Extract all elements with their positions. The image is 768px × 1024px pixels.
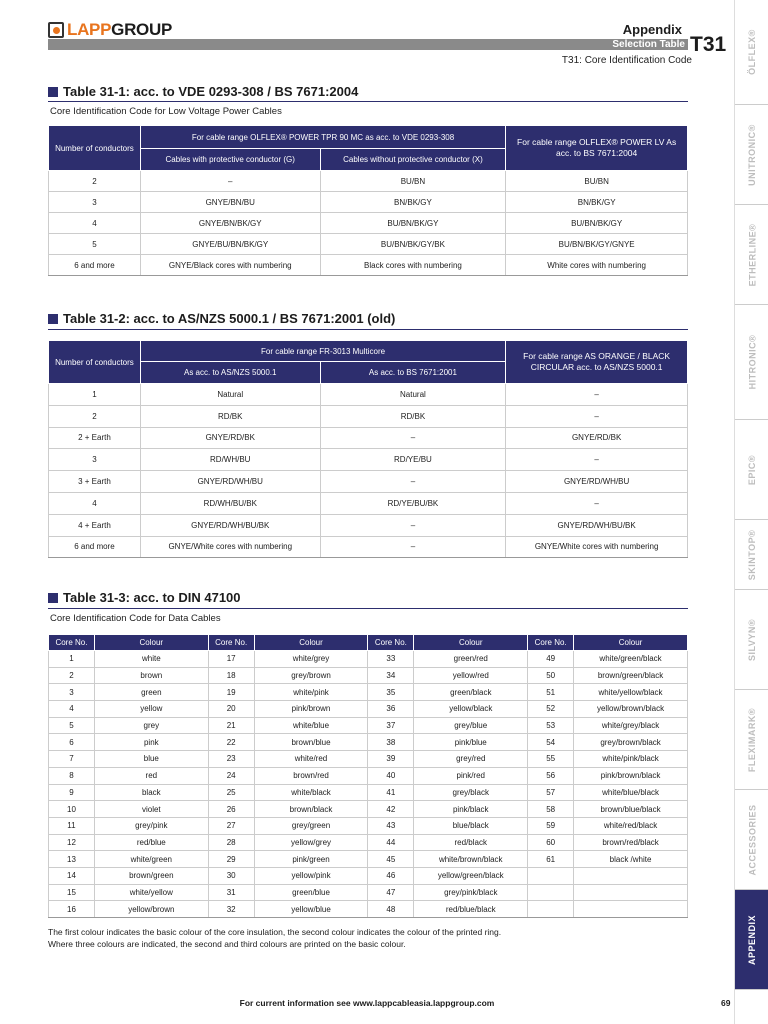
tab-skintop[interactable]: SKINTOP® [735,520,768,590]
table1-description: Core Identification Code for Low Voltage Power Cables [50,106,282,117]
header-as-nzs-5000-1: As acc. to AS/NZS 5000.1 [140,362,320,384]
table-row: 9 black 25 white/black 41 grey/black 57 white/blue/black [49,784,688,801]
chapter-tabs [734,0,768,1024]
table-row: 4 RD/WH/BU/BK RD/YE/BU/BK – [49,492,688,514]
table-row: 1 white 17 white/grey 33 green/red 49 white/green/black [49,651,688,668]
table-row: 15 white/yellow 31 green/blue 47 grey/pink/black [49,884,688,901]
header-colour: Colour [574,635,688,651]
table-row: 2 RD/BK RD/BK – [49,405,688,427]
table-row: 3 + Earth GNYE/RD/WH/BU – GNYE/RD/WH/BU [49,471,688,493]
table-row: 3 RD/WH/BU RD/YE/BU – [49,449,688,471]
footer-info: For current information see www.lappcableasia.lappgroup.com [239,998,495,1008]
tab-unitronic[interactable]: UNITRONIC® [735,105,768,205]
table-row: 16 yellow/brown 32 yellow/blue 48 red/blue/black [49,901,688,918]
tab-olflex[interactable]: ÖLFLEX® [735,0,768,105]
header-core-no: Core No. [49,635,95,651]
table-row: 10 violet 26 brown/black 42 pink/black 58 brown/blue/black [49,801,688,818]
table-row: 3 green 19 white/pink 35 green/black 51 white/yellow/black [49,684,688,701]
page-title: Appendix [622,22,682,37]
table-row: 4 GNYE/BN/BK/GY BU/BN/BK/GY BU/BN/BK/GY [49,213,688,234]
table-row: 4 yellow 20 pink/brown 36 yellow/black 52 yellow/brown/black [49,701,688,718]
table-row: 2 brown 18 grey/brown 34 yellow/red 50 brown/green/black [49,667,688,684]
tab-silvyn[interactable]: SILVYN® [735,590,768,690]
header-colour: Colour [94,635,208,651]
tab-hitronic[interactable]: HITRONIC® [735,305,768,420]
tab-accessories[interactable]: ACCESSORIES [735,790,768,890]
header-olflex-power-tpr: For cable range OLFLEX® POWER TPR 90 MC as acc. to VDE 0293-308 [140,126,505,149]
table3-description: Core Identification Code for Data Cables [50,613,221,624]
tab-etherline[interactable]: ETHERLINE® [735,205,768,305]
header-bar [48,39,688,50]
table1-title: Table 31-1: acc. to VDE 0293-308 / BS 7671:2004 [48,84,358,99]
section-bullet-icon [48,314,58,324]
table-31-1 [48,125,688,276]
table-row: 7 blue 23 white/red 39 grey/red 55 white/pink/black [49,751,688,768]
table3-title: Table 31-3: acc. to DIN 47100 [48,590,241,605]
table-row: 6 and more GNYE/White cores with numbering – GNYE/White cores with numbering [49,536,688,558]
table-row: 5 GNYE/BU/BN/BK/GY BU/BN/BK/GY/BK BU/BN/BK/GY/GNYE [49,234,688,255]
header-colour: Colour [254,635,368,651]
table-row: 4 + Earth GNYE/RD/WH/BU/BK – GNYE/RD/WH/BU/BK [49,514,688,536]
table-row: 2 + Earth GNYE/RD/BK – GNYE/RD/BK [49,427,688,449]
table3-rule [48,608,688,609]
header-bs-7671-2001: As acc. to BS 7671:2001 [320,362,506,384]
header-with-protective-conductor: Cables with protective conductor (G) [140,149,320,171]
header-colour: Colour [414,635,528,651]
table2-rule [48,329,688,330]
header-core-no: Core No. [368,635,414,651]
tab-epic[interactable]: EPIC® [735,420,768,520]
section-bullet-icon [48,593,58,603]
section-bullet-icon [48,87,58,97]
table-31-3 [48,634,688,918]
table-row: 6 and more GNYE/Black cores with numbering Black cores with numbering White cores with numbering [49,255,688,276]
table-31-2 [48,340,688,558]
header-number-of-conductors: Number of conductors [49,126,141,171]
header-core-no: Core No. [208,635,254,651]
table-row: 14 brown/green 30 yellow/pink 46 yellow/green/black [49,867,688,884]
table-row: 1 Natural Natural – [49,384,688,406]
lapp-group-logo [48,20,172,40]
table-row: 8 red 24 brown/red 40 pink/red 56 pink/brown/black [49,767,688,784]
table-row: 13 white/green 29 pink/green 45 white/brown/black 61 black /white [49,851,688,868]
table-row: 5 grey 21 white/blue 37 grey/blue 53 white/grey/black [49,717,688,734]
tab-fleximark[interactable]: FLEXIMARK® [735,690,768,790]
header-number-of-conductors: Number of conductors [49,341,141,384]
table-row: 2 – BU/BN BU/BN [49,171,688,192]
header-core-no: Core No. [528,635,574,651]
table-row: 6 pink 22 brown/blue 38 pink/blue 54 grey/brown/black [49,734,688,751]
table-row: 11 grey/pink 27 grey/green 43 blue/black 59 white/red/black [49,817,688,834]
header-as-orange-black-circular: For cable range AS ORANGE / BLACK CIRCULAR acc. to AS/NZS 5000.1 [506,341,688,384]
section-label: Selection Table [612,39,685,50]
colour-code-note: The first colour indicates the basic colour of the core insulation, the second colour indicates the colour of the printed ring. Where three colours are indicated, the second and third colours are printed on the basic colour. [48,927,502,949]
tab-appendix[interactable]: APPENDIX [735,890,768,990]
table-row: 12 red/blue 28 yellow/grey 44 red/black 60 brown/red/black [49,834,688,851]
table-row: 3 GNYE/BN/BU BN/BK/GY BN/BK/GY [49,192,688,213]
table2-title: Table 31-2: acc. to AS/NZS 5000.1 / BS 7671:2001 (old) [48,311,395,326]
lapp-logo-icon [48,22,64,38]
header-fr-3013-multicore: For cable range FR-3013 Multicore [140,341,505,362]
logo-text: LAPPGROUP [67,20,172,39]
table1-rule [48,101,688,102]
chapter-code: T31 [690,33,727,56]
table3-body [49,651,688,918]
page-subtitle: T31: Core Identification Code [561,55,692,66]
header-without-protective-conductor: Cables without protective conductor (X) [320,149,506,171]
header-olflex-power-lv: For cable range OLFLEX® POWER LV As acc. to BS 7671:2004 [506,126,688,171]
page-number: 69 [721,998,731,1008]
